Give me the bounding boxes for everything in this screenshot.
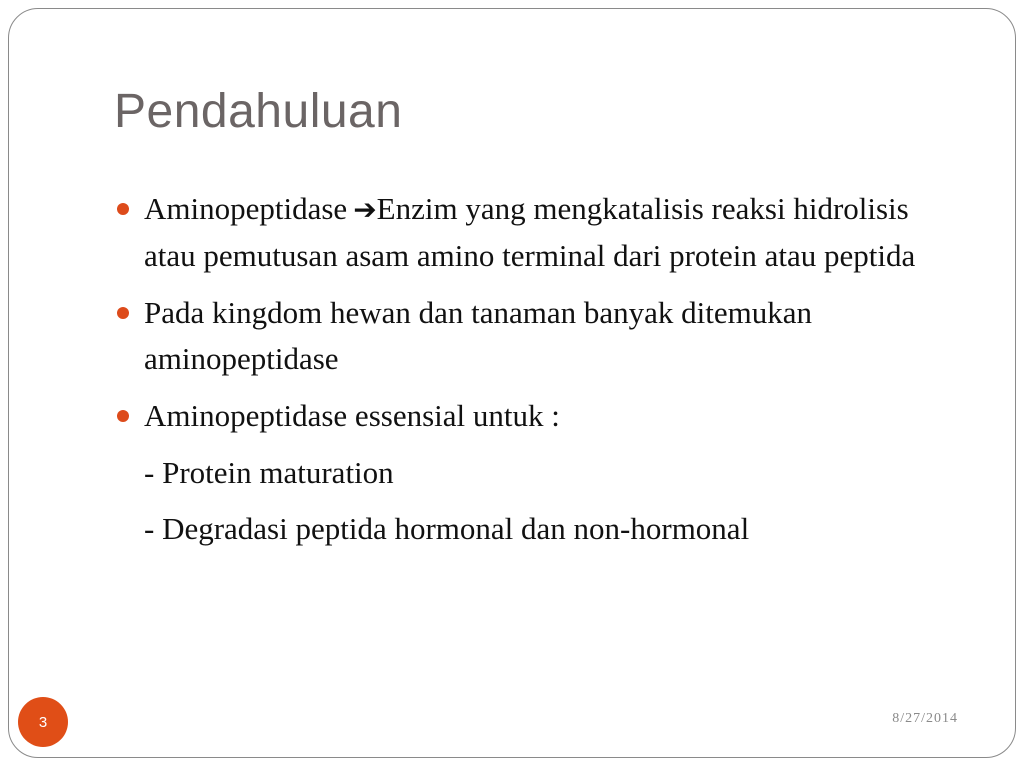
bullet-item <box>116 290 916 382</box>
slide-body <box>116 186 916 552</box>
bullet-item <box>116 393 916 439</box>
bullet-dot-icon <box>117 203 129 215</box>
bullet-dot-icon <box>117 410 129 422</box>
bullet-text: Enzim yang mengkatalisis reaksi hidrolisis atau pemutusan asam amino terminal dari protein atau peptida <box>144 191 916 273</box>
bullet-item <box>116 186 916 279</box>
bullet-text: Aminopeptidase essensial untuk : <box>144 398 560 433</box>
slide-title: Pendahuluan <box>114 85 403 138</box>
bullet-text: Pada kingdom hewan dan tanaman banyak ditemukan aminopeptidase <box>144 295 813 376</box>
bullet-dot-icon <box>117 307 129 319</box>
page-number-badge: 3 <box>18 697 68 747</box>
sub-item: - Protein maturation <box>144 455 394 490</box>
slide-date: 8/27/2014 <box>892 711 958 726</box>
sub-item: - Degradasi peptida hormonal dan non-hormonal <box>144 511 750 546</box>
arrow-right-icon: ➔ <box>353 193 377 226</box>
bullet-term: Aminopeptidase <box>144 191 348 226</box>
